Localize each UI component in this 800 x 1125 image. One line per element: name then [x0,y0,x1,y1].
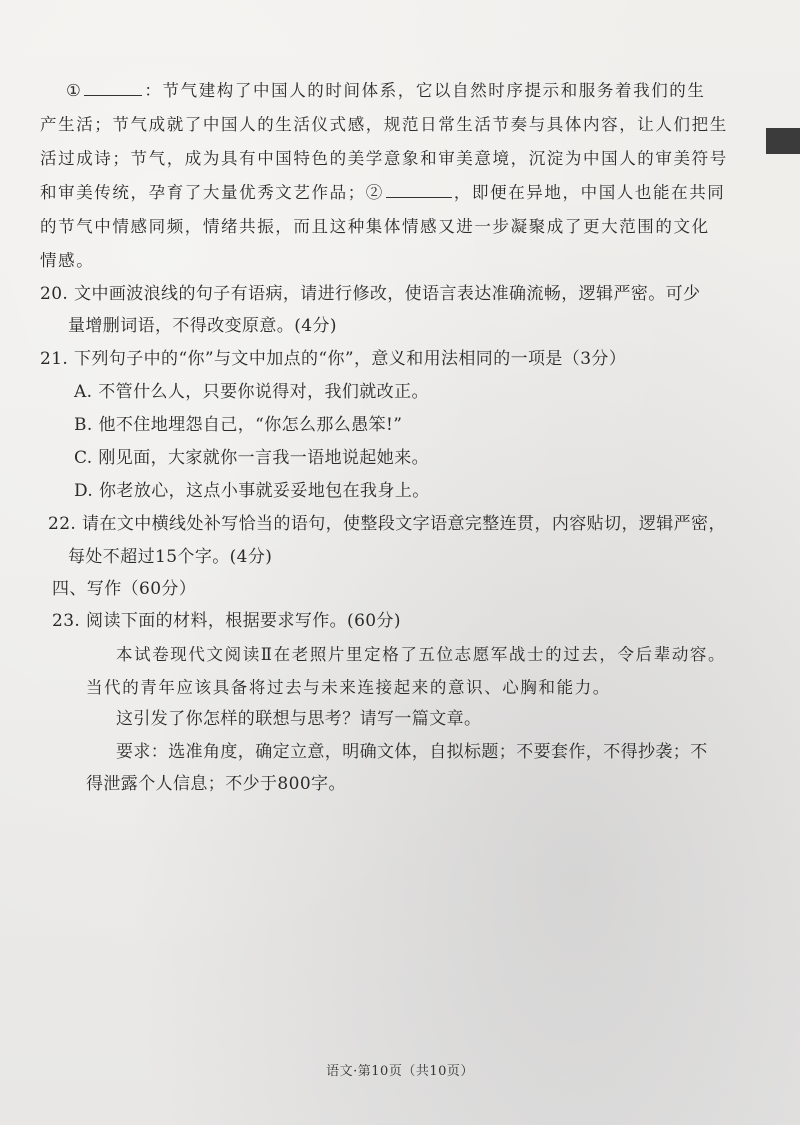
question-20-line-1: 20. 文中画波浪线的句子有语病，请进行修改，使语言表达准确流畅，逻辑严密。可少 [40,284,701,304]
passage-line-1-text: ：节气建构了中国人的时间体系，它以自然时序提示和服务着我们的生 [144,81,706,100]
question-23-stem: 23. 阅读下面的材料，根据要求写作。(60分) [52,611,401,631]
page-edge-tab [766,128,800,154]
blank-1-label: ① [66,81,83,100]
passage-line-3: 活过成诗；节气，成为具有中国特色的美学意象和审美意境，沉淀为中国人的审美符号 [40,149,728,168]
question-23-prompt: 这引发了你怎样的联想与思考？请写一篇文章。 [116,709,482,729]
question-21-stem: 21. 下列句子中的“你”与文中加点的“你”，意义和用法相同的一项是（3分） [40,349,627,369]
question-23-material-line-2: 当代的青年应该具备将过去与未来连接起来的意识、心胸和能力。 [86,678,611,697]
question-23-requirements-line-1: 要求：选准角度，确定立意，明确文体，自拟标题；不要套作，不得抄袭；不 [116,742,708,762]
passage-line-4-text-a: 和审美传统，孕育了大量优秀文艺作品；② [40,183,384,202]
question-21-option-b: B. 他不住地埋怨自己，“你怎么那么愚笨!” [74,415,403,435]
page-footer: 语文·第10页（共10页） [326,1064,474,1079]
question-23-requirements-line-2: 得泄露个人信息；不少于800字。 [86,774,346,794]
question-21-option-d: D. 你老放心，这点小事就妥妥地包在我身上。 [74,481,430,501]
question-21-option-c: C. 刚见面，大家就你一言我一语地说起她来。 [74,448,430,468]
passage-line-4 [40,181,725,205]
passage-line-5: 的节气中情感同频，情绪共振，而且这种集体情感又进一步凝聚成了更大范围的文化 [40,217,710,236]
passage-line-6: 情感。 [40,251,95,270]
blank-1 [84,81,142,96]
question-22-line-2: 每处不超过15个字。(4分) [68,547,273,567]
question-22-line-1: 22. 请在文中横线处补写恰当的语句，使整段文字语意完整连贯，内容贴切，逻辑严密， [48,514,726,534]
question-20-line-2: 量增删词语，不得改变原意。(4分) [68,316,337,336]
passage-line-2: 产生活；节气成就了中国人的生活仪式感，规范日常生活节奏与具体内容，让人们把生 [40,115,728,134]
passage-line-4-text-b: ，即便在异地，中国人也能在共同 [453,183,726,202]
question-23-material-line-1: 本试卷现代文阅读Ⅱ在老照片里定格了五位志愿军战士的过去，令后辈动容。 [116,645,727,664]
blank-2 [386,183,452,198]
question-21-option-a: A. 不管什么人，只要你说得对，我们就改正。 [74,382,429,402]
passage-line-1 [66,79,706,103]
section-4-heading: 四、写作（60分） [52,579,197,599]
